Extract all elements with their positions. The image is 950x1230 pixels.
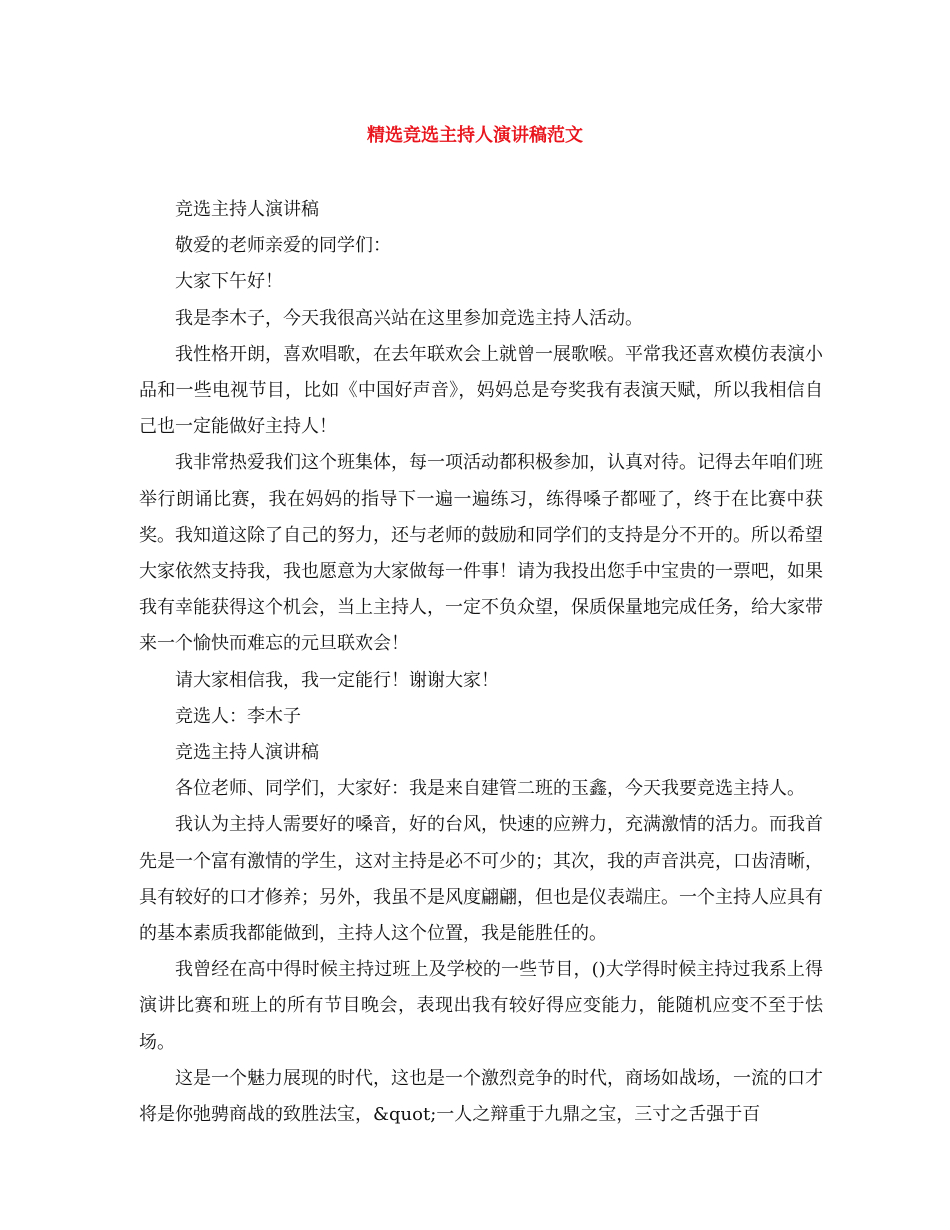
paragraph: 我认为主持人需要好的嗓音，好的台风，快速的应辨力，充满激情的活力。而我首先是一个富有激情的学生，这对主持是必不可少的；其次，我的声音洪亮，口齿清晰，具有较好的口才修养；另外，我虽不是风度翩翩，但也是仪表端庄。一个主持人应具有的基本素质我都能做到，主持人这个位置，我是能胜任的。 xyxy=(139,814,823,945)
paragraph: 我性格开朗，喜欢唱歌，在去年联欢会上就曾一展歌喉。平常我还喜欢模仿表演小品和一些电视节目，比如《中国好声音》，妈妈总是夸奖我有表演天赋，所以我相信自己也一定能做好主持人！ xyxy=(139,343,823,438)
paragraph: 大家下午好！ xyxy=(175,271,283,293)
paragraph: 这是一个魅力展现的时代，这也是一个激烈竞争的时代，商场如战场，一流的口才将是你弛骋商战的致胜法宝，&quot;一人之辩重于九鼎之宝，三寸之舌强于百 xyxy=(139,1067,823,1126)
paragraph: 请大家相信我，我一定能行！谢谢大家！ xyxy=(175,669,499,691)
paragraph: 竞选主持人演讲稿 xyxy=(175,742,319,764)
paragraph: 我是李木子，今天我很高兴站在这里参加竞选主持人活动。 xyxy=(175,307,643,329)
paragraph: 竞选主持人演讲稿 xyxy=(175,199,319,220)
paragraph: 我曾经在高中得时候主持过班上及学校的一些节目，()大学得时候主持过我系上得演讲比赛和班上的所有节目晚会，表现出我有较好得应变能力，能随机应变不至于怯场。 xyxy=(139,959,823,1053)
paragraph: 竞选人：李木子 xyxy=(175,705,301,727)
document-body xyxy=(139,192,823,1133)
paragraph: 我非常热爱我们这个班集体，每一项活动都积极参加，认真对待。记得去年咱们班举行朗诵比赛，我在妈妈的指导下一遍一遍练习，练得嗓子都哑了，终于在比赛中获奖。我知道这除了自己的努力，还与老师的鼓励和同学们的支持是分不开的。所以希望大家依然支持我，我也愿意为大家做每一件事！请为我投出您手中宝贵的一票吧，如果我有幸能获得这个机会，当上主持人，一定不负众望，保质保量地完成任务，给大家带来一个愉快而难忘的元旦联欢会！ xyxy=(139,452,823,655)
paragraph: 敬爱的老师亲爱的同学们： xyxy=(175,235,391,257)
paragraph: 各位老师、同学们，大家好：我是来自建管二班的玉鑫，今天我要竞选主持人。 xyxy=(175,778,805,800)
document-title: 精选竞选主持人演讲稿范文 xyxy=(367,125,583,146)
